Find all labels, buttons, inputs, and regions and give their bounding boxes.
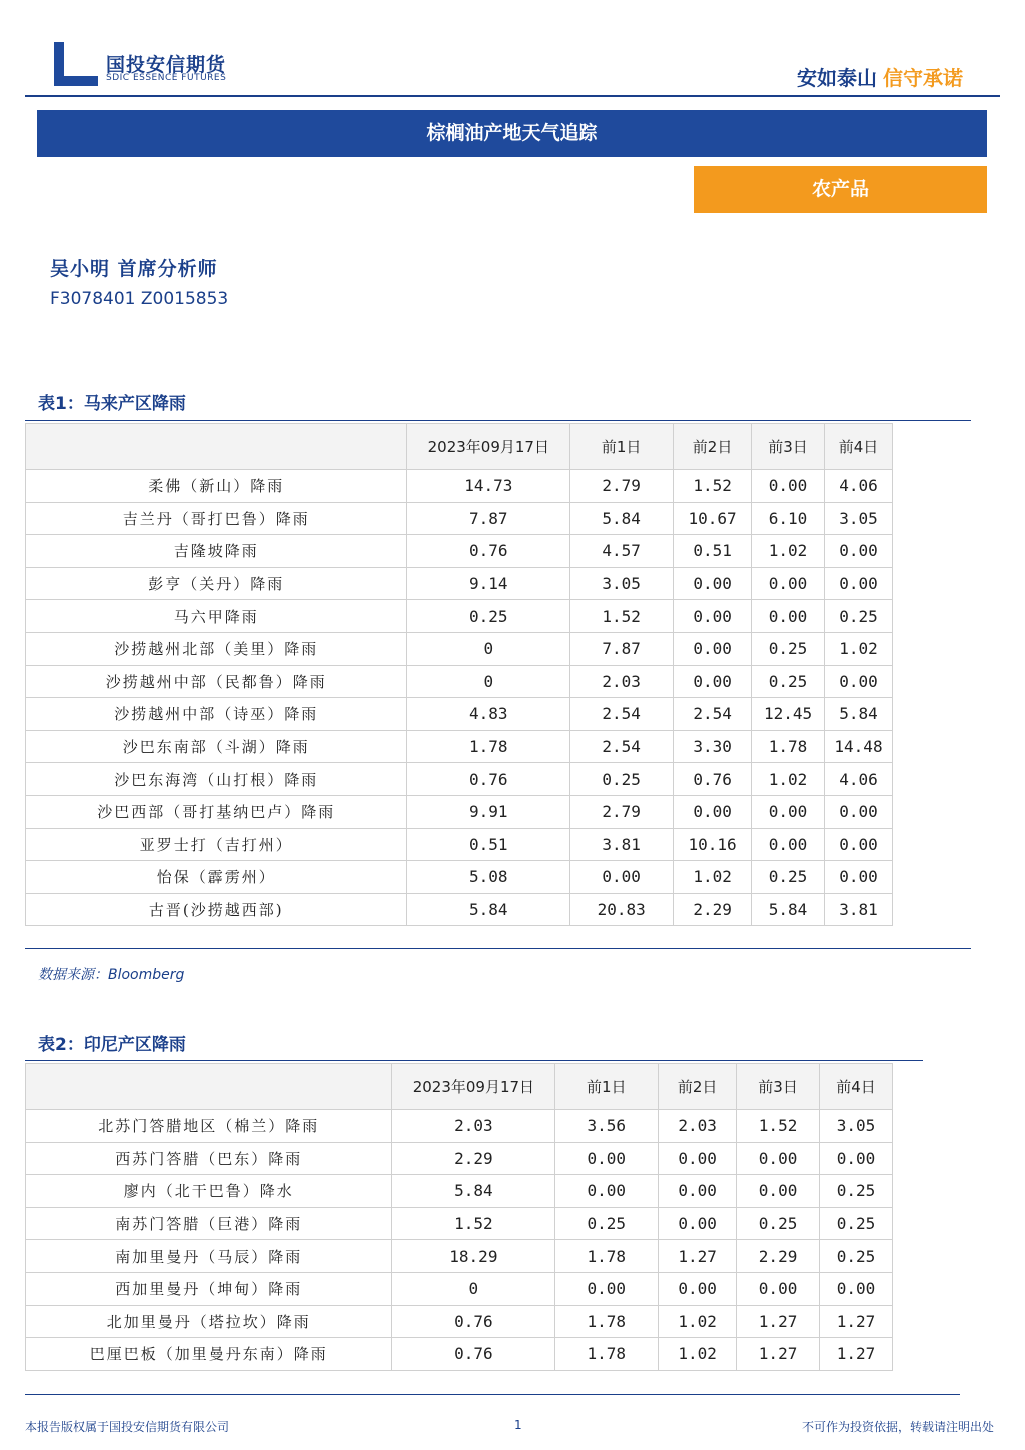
row-label: 北苏门答腊地区（棉兰）降雨 — [26, 1110, 392, 1143]
rainfall-value-cell: 4.57 — [570, 535, 674, 568]
rainfall-value-cell: 2.54 — [570, 730, 674, 763]
table-row — [26, 567, 893, 600]
table-row — [26, 600, 893, 633]
rainfall-value-cell: 2.54 — [674, 698, 752, 731]
rainfall-value-cell: 1.02 — [825, 632, 893, 665]
rainfall-value-cell: 0.00 — [555, 1272, 659, 1305]
table-header-cell: 2023年09月17日 — [392, 1064, 555, 1110]
row-label: 南加里曼丹（马辰）降雨 — [26, 1240, 392, 1273]
rainfall-value-cell: 0.00 — [825, 795, 893, 828]
rainfall-value-cell: 0.00 — [659, 1142, 737, 1175]
rainfall-value-cell: 0.76 — [674, 763, 752, 796]
table-row — [26, 1110, 893, 1143]
rainfall-value-cell: 0.00 — [674, 632, 752, 665]
rainfall-value-cell: 5.84 — [407, 893, 570, 926]
table-row — [26, 893, 893, 926]
row-label: 亚罗士打（吉打州） — [26, 828, 407, 861]
rainfall-value-cell: 0.25 — [820, 1207, 893, 1240]
table1-top-rule — [25, 420, 971, 421]
table-row — [26, 795, 893, 828]
rainfall-value-cell: 20.83 — [570, 893, 674, 926]
row-label: 北加里曼丹（塔拉坎）降雨 — [26, 1305, 392, 1338]
table-row — [26, 730, 893, 763]
company-name: 国投安信期货 — [106, 54, 227, 76]
table-row — [26, 665, 893, 698]
rainfall-value-cell: 0.00 — [825, 828, 893, 861]
rainfall-value-cell: 1.52 — [737, 1110, 820, 1143]
rainfall-value-cell: 3.30 — [674, 730, 752, 763]
table-header-cell: 前4日 — [825, 424, 893, 470]
rainfall-value-cell: 0.51 — [407, 828, 570, 861]
rainfall-value-cell: 0.00 — [659, 1207, 737, 1240]
rainfall-value-cell: 0 — [407, 632, 570, 665]
page-number: 1 — [514, 1418, 522, 1432]
rainfall-value-cell: 3.81 — [825, 893, 893, 926]
table-row — [26, 828, 893, 861]
rainfall-value-cell: 0.00 — [737, 1175, 820, 1208]
table2-top-rule — [25, 1060, 923, 1061]
rainfall-value-cell: 0.25 — [570, 763, 674, 796]
rainfall-value-cell: 3.81 — [570, 828, 674, 861]
rainfall-value-cell: 0.76 — [392, 1305, 555, 1338]
row-label: 吉隆坡降雨 — [26, 535, 407, 568]
table-row — [26, 1175, 893, 1208]
rainfall-value-cell: 3.56 — [555, 1110, 659, 1143]
table-header-blank — [26, 1064, 392, 1110]
rainfall-value-cell: 2.03 — [392, 1110, 555, 1143]
rainfall-value-cell: 0.00 — [674, 795, 752, 828]
rainfall-value-cell: 0.25 — [752, 632, 825, 665]
rainfall-value-cell: 0.76 — [392, 1338, 555, 1371]
table-header-cell: 前1日 — [555, 1064, 659, 1110]
rainfall-value-cell: 2.54 — [570, 698, 674, 731]
row-label: 沙巴东海湾（山打根）降雨 — [26, 763, 407, 796]
rainfall-value-cell: 0.00 — [659, 1272, 737, 1305]
table-row — [26, 1207, 893, 1240]
rainfall-value-cell: 1.52 — [570, 600, 674, 633]
rainfall-value-cell: 1.78 — [752, 730, 825, 763]
data-source-note: 数据来源：Bloomberg — [38, 967, 185, 983]
footer-copyright: 本报告版权属于国投安信期货有限公司 — [25, 1420, 230, 1434]
rainfall-value-cell: 1.02 — [659, 1305, 737, 1338]
rainfall-value-cell: 7.87 — [407, 502, 570, 535]
rainfall-value-cell: 10.67 — [674, 502, 752, 535]
rainfall-value-cell: 6.10 — [752, 502, 825, 535]
slogan-part-1: 安如泰山 — [797, 66, 877, 90]
rainfall-value-cell: 5.84 — [392, 1175, 555, 1208]
rainfall-value-cell: 3.05 — [570, 567, 674, 600]
table1-bottom-rule — [25, 948, 971, 949]
rainfall-value-cell: 1.02 — [752, 535, 825, 568]
footer-divider — [25, 1394, 960, 1395]
author-license-ids: F3078401 Z0015853 — [50, 289, 229, 309]
rainfall-value-cell: 0.00 — [674, 567, 752, 600]
table-row — [26, 1142, 893, 1175]
table-row — [26, 1272, 893, 1305]
rainfall-value-cell: 4.83 — [407, 698, 570, 731]
company-name-en: SDIC ESSENCE FUTURES — [106, 73, 227, 83]
rainfall-value-cell: 0.51 — [674, 535, 752, 568]
rainfall-value-cell: 3.05 — [820, 1110, 893, 1143]
rainfall-value-cell: 2.79 — [570, 795, 674, 828]
rainfall-value-cell: 0.00 — [825, 665, 893, 698]
rainfall-value-cell: 0.25 — [752, 665, 825, 698]
rainfall-value-cell: 1.78 — [407, 730, 570, 763]
rainfall-value-cell: 5.84 — [570, 502, 674, 535]
table-row — [26, 1305, 893, 1338]
rainfall-value-cell: 0.25 — [820, 1240, 893, 1273]
rainfall-value-cell: 4.06 — [825, 763, 893, 796]
table-header-cell: 前3日 — [737, 1064, 820, 1110]
rainfall-value-cell: 1.78 — [555, 1240, 659, 1273]
rainfall-value-cell: 0.00 — [555, 1175, 659, 1208]
row-label: 沙捞越州北部（美里）降雨 — [26, 632, 407, 665]
rainfall-value-cell: 0.00 — [752, 567, 825, 600]
rainfall-value-cell: 3.05 — [825, 502, 893, 535]
rainfall-value-cell: 0.00 — [674, 600, 752, 633]
table-row — [26, 502, 893, 535]
rainfall-value-cell: 0 — [407, 665, 570, 698]
rainfall-value-cell: 0.00 — [825, 861, 893, 894]
table2-indonesia-rainfall — [25, 1063, 893, 1371]
rainfall-value-cell: 2.29 — [737, 1240, 820, 1273]
page-header — [0, 0, 1025, 100]
row-label: 彭亨（关丹）降雨 — [26, 567, 407, 600]
table-row — [26, 698, 893, 731]
row-label: 廖内（北干巴鲁）降水 — [26, 1175, 392, 1208]
row-label: 沙捞越州中部（民都鲁）降雨 — [26, 665, 407, 698]
rainfall-value-cell: 1.52 — [392, 1207, 555, 1240]
company-logo-icon — [54, 42, 98, 86]
rainfall-value-cell: 14.73 — [407, 470, 570, 503]
rainfall-value-cell: 1.02 — [752, 763, 825, 796]
rainfall-value-cell: 0.00 — [737, 1142, 820, 1175]
row-label: 西苏门答腊（巴东）降雨 — [26, 1142, 392, 1175]
rainfall-value-cell: 1.27 — [820, 1338, 893, 1371]
rainfall-value-cell: 0.25 — [407, 600, 570, 633]
table-row — [26, 535, 893, 568]
rainfall-value-cell: 2.29 — [674, 893, 752, 926]
row-label: 吉兰丹（哥打巴鲁）降雨 — [26, 502, 407, 535]
rainfall-value-cell: 0.25 — [825, 600, 893, 633]
rainfall-value-cell: 2.03 — [570, 665, 674, 698]
row-label: 怡保（霹雳州） — [26, 861, 407, 894]
table-row — [26, 632, 893, 665]
rainfall-value-cell: 0.00 — [752, 795, 825, 828]
row-label: 西加里曼丹（坤甸）降雨 — [26, 1272, 392, 1305]
rainfall-value-cell: 5.84 — [752, 893, 825, 926]
slogan-part-2: 信守承诺 — [883, 66, 963, 90]
rainfall-value-cell: 0.00 — [752, 828, 825, 861]
rainfall-value-cell: 12.45 — [752, 698, 825, 731]
rainfall-value-cell: 0.76 — [407, 763, 570, 796]
table1-malaysia-rainfall — [25, 423, 893, 926]
rainfall-value-cell: 0.25 — [555, 1207, 659, 1240]
rainfall-value-cell: 7.87 — [570, 632, 674, 665]
row-label: 沙巴西部（哥打基纳巴卢）降雨 — [26, 795, 407, 828]
rainfall-value-cell: 0.00 — [820, 1142, 893, 1175]
rainfall-value-cell: 0.00 — [570, 861, 674, 894]
rainfall-value-cell: 2.79 — [570, 470, 674, 503]
rainfall-value-cell: 0.00 — [752, 600, 825, 633]
rainfall-value-cell: 5.08 — [407, 861, 570, 894]
rainfall-value-cell: 0.25 — [737, 1207, 820, 1240]
rainfall-value-cell: 0.25 — [820, 1175, 893, 1208]
header-divider — [25, 95, 1000, 97]
table-row — [26, 763, 893, 796]
row-label: 沙捞越州中部（诗巫）降雨 — [26, 698, 407, 731]
table-row — [26, 861, 893, 894]
rainfall-value-cell: 1.27 — [820, 1305, 893, 1338]
table1-caption: 表1：马来产区降雨 — [38, 394, 186, 414]
table-header-cell: 2023年09月17日 — [407, 424, 570, 470]
rainfall-value-cell: 1.02 — [674, 861, 752, 894]
rainfall-value-cell: 0.76 — [407, 535, 570, 568]
rainfall-value-cell: 14.48 — [825, 730, 893, 763]
rainfall-value-cell: 9.14 — [407, 567, 570, 600]
rainfall-value-cell: 0 — [392, 1272, 555, 1305]
row-label: 沙巴东南部（斗湖）降雨 — [26, 730, 407, 763]
table-header-cell: 前2日 — [659, 1064, 737, 1110]
table-header-cell: 前4日 — [820, 1064, 893, 1110]
rainfall-value-cell: 18.29 — [392, 1240, 555, 1273]
rainfall-value-cell: 0.00 — [674, 665, 752, 698]
table2-caption: 表2：印尼产区降雨 — [38, 1035, 186, 1055]
rainfall-value-cell: 4.06 — [825, 470, 893, 503]
footer-disclaimer: 不可作为投资依据，转载请注明出处 — [801, 1420, 994, 1434]
rainfall-value-cell: 0.00 — [752, 470, 825, 503]
table-row — [26, 470, 893, 503]
rainfall-value-cell: 1.78 — [555, 1305, 659, 1338]
rainfall-value-cell: 0.00 — [555, 1142, 659, 1175]
row-label: 马六甲降雨 — [26, 600, 407, 633]
table-header-blank — [26, 424, 407, 470]
row-label: 古晋(沙捞越西部) — [26, 893, 407, 926]
rainfall-value-cell: 10.16 — [674, 828, 752, 861]
slogan — [797, 62, 963, 91]
rainfall-value-cell: 1.78 — [555, 1338, 659, 1371]
rainfall-value-cell: 1.02 — [659, 1338, 737, 1371]
rainfall-value-cell: 1.27 — [659, 1240, 737, 1273]
author-name: 吴小明 首席分析师 — [50, 258, 218, 280]
rainfall-value-cell: 5.84 — [825, 698, 893, 731]
table-row — [26, 1240, 893, 1273]
rainfall-value-cell: 1.27 — [737, 1305, 820, 1338]
rainfall-value-cell: 2.29 — [392, 1142, 555, 1175]
rainfall-value-cell: 2.03 — [659, 1110, 737, 1143]
rainfall-value-cell: 1.52 — [674, 470, 752, 503]
rainfall-value-cell: 0.00 — [659, 1175, 737, 1208]
rainfall-value-cell: 0.25 — [752, 861, 825, 894]
row-label: 巴厘巴板（加里曼丹东南）降雨 — [26, 1338, 392, 1371]
table-header-cell: 前3日 — [752, 424, 825, 470]
table-header-cell: 前2日 — [674, 424, 752, 470]
rainfall-value-cell: 0.00 — [825, 535, 893, 568]
row-label: 柔佛（新山）降雨 — [26, 470, 407, 503]
rainfall-value-cell: 0.00 — [820, 1272, 893, 1305]
rainfall-value-cell: 1.27 — [737, 1338, 820, 1371]
rainfall-value-cell: 0.00 — [737, 1272, 820, 1305]
table-row — [26, 1338, 893, 1371]
table-header-cell: 前1日 — [570, 424, 674, 470]
report-title: 棕榈油产地天气追踪 — [37, 110, 987, 157]
row-label: 南苏门答腊（巨港）降雨 — [26, 1207, 392, 1240]
category-badge: 农产品 — [694, 166, 987, 213]
rainfall-value-cell: 0.00 — [825, 567, 893, 600]
rainfall-value-cell: 9.91 — [407, 795, 570, 828]
